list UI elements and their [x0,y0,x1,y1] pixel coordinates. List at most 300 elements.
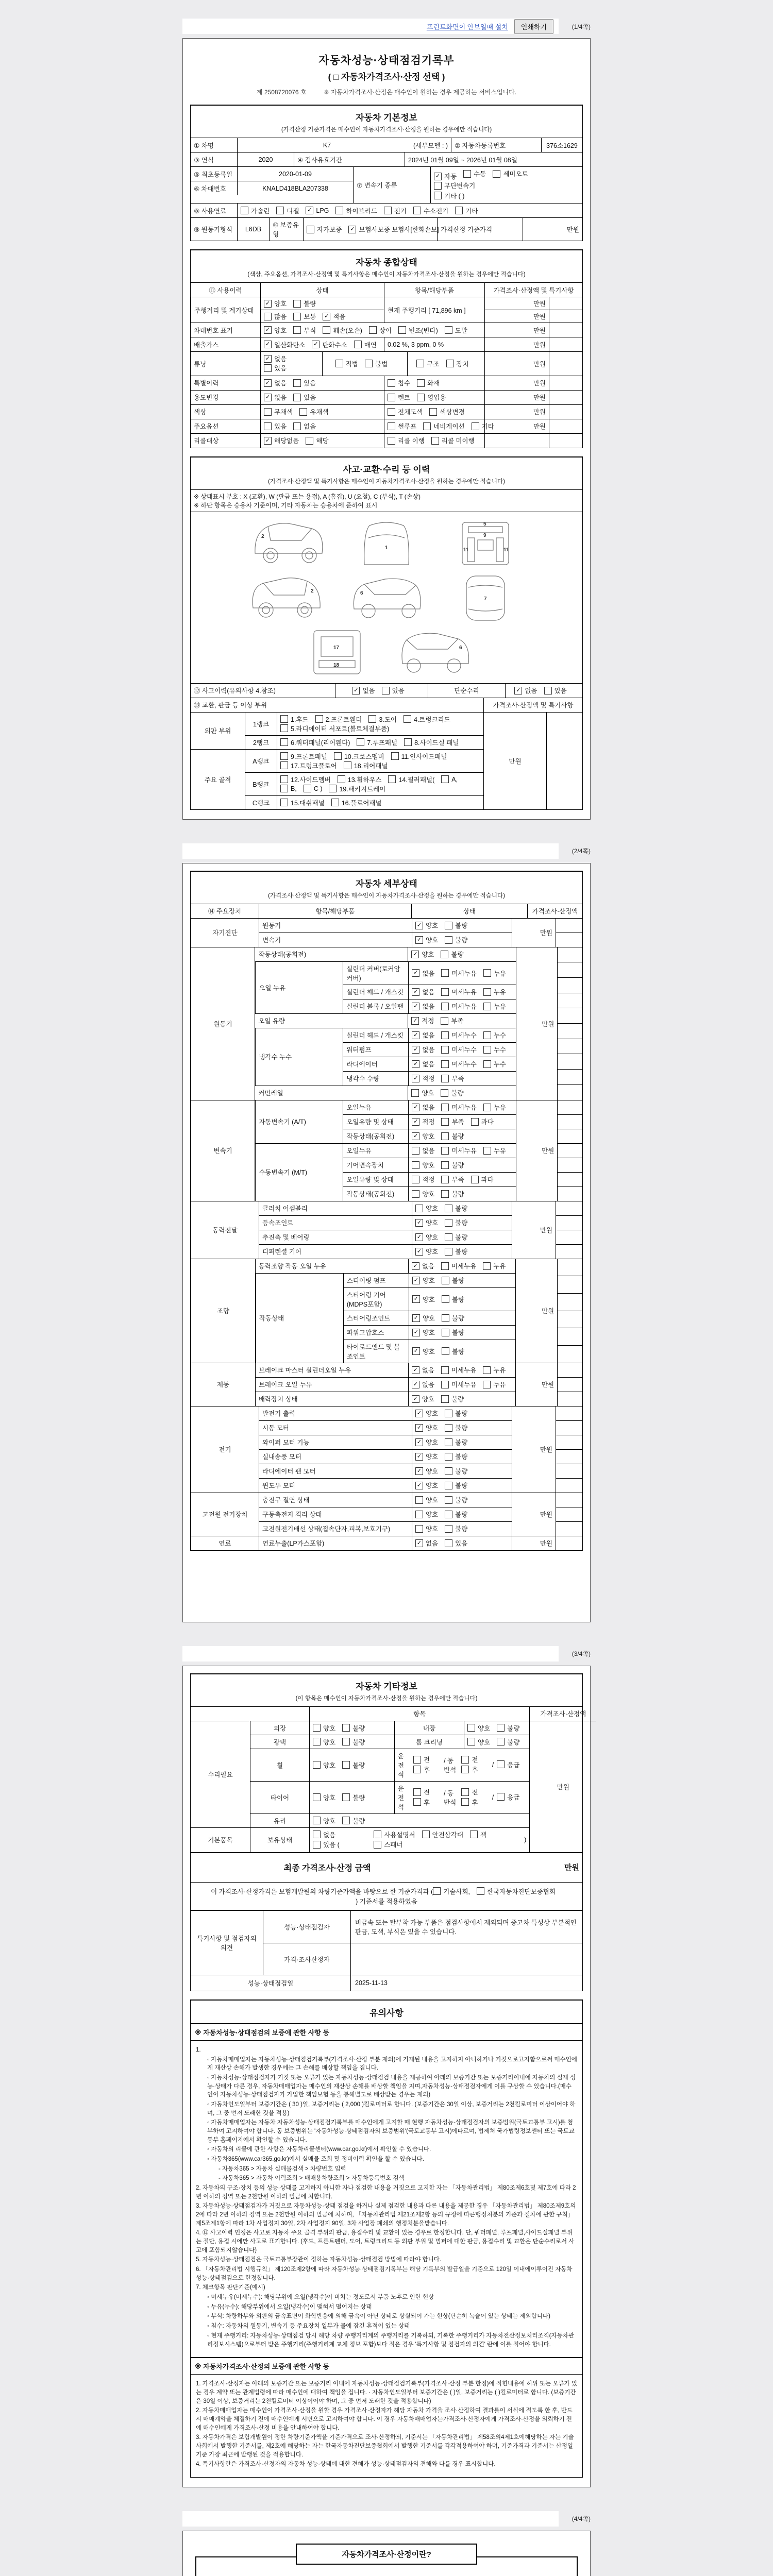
checkbox-option[interactable] [470,1830,486,1839]
checkbox-option[interactable] [415,1232,438,1242]
checkbox[interactable] [335,360,343,367]
checkbox-option[interactable] [514,686,537,695]
checkbox[interactable]: ✓ [412,1046,419,1054]
checkbox[interactable] [441,1118,449,1126]
checkbox-option[interactable] [264,421,287,431]
checkbox-option[interactable] [471,1175,494,1184]
checkbox-option[interactable] [446,359,469,368]
checkbox[interactable] [382,687,390,694]
checkbox[interactable] [441,775,449,783]
checkbox[interactable]: ✓ [412,1262,419,1270]
checkbox[interactable]: ✓ [412,1395,419,1403]
checkbox-option[interactable] [374,1840,402,1849]
checkbox[interactable]: ✓ [306,207,313,214]
checkbox[interactable] [445,1467,452,1475]
checkbox[interactable] [445,1205,452,1212]
checkbox-option[interactable] [293,299,316,308]
checkbox[interactable] [445,922,452,929]
checkbox-option[interactable] [293,326,316,335]
checkbox-option[interactable] [445,1452,467,1461]
checkbox[interactable] [307,226,314,233]
checkbox-option[interactable] [441,1103,476,1112]
checkbox[interactable] [461,1788,469,1796]
checkbox-option[interactable] [313,1793,335,1802]
checkbox[interactable] [483,1060,491,1068]
checkbox-option[interactable] [441,1088,463,1097]
checkbox[interactable] [313,1831,321,1838]
checkbox[interactable] [471,1176,479,1183]
checkbox-option[interactable] [412,1295,435,1304]
checkbox-option[interactable] [434,191,464,200]
checkbox[interactable] [415,1205,423,1212]
checkbox-option[interactable] [483,1380,506,1389]
checkbox-option[interactable] [264,393,287,402]
checkbox-option[interactable] [429,407,464,416]
checkbox-option[interactable] [412,1261,434,1270]
checkbox[interactable] [365,360,373,367]
checkbox[interactable] [422,1831,430,1838]
checkbox[interactable] [398,326,406,334]
checkbox-option[interactable] [264,378,287,387]
checkbox[interactable]: ✓ [412,1031,419,1039]
checkbox[interactable] [413,1788,421,1796]
checkbox[interactable] [241,207,248,214]
checkbox-option[interactable] [412,1189,434,1198]
checkbox[interactable] [388,422,395,430]
checkbox-option[interactable] [313,1760,335,1770]
checkbox[interactable] [445,326,452,334]
checkbox[interactable] [461,1756,469,1764]
checkbox-option[interactable] [342,1816,365,1825]
checkbox-option[interactable] [412,969,434,978]
checkbox-option[interactable] [497,1792,519,1802]
checkbox-option[interactable] [299,407,328,416]
checkbox[interactable]: ✓ [412,1295,420,1303]
checkbox-option[interactable] [342,1760,365,1770]
checkbox-option[interactable] [497,1760,519,1769]
checkbox-option[interactable] [388,775,434,784]
checkbox-option[interactable] [280,785,297,792]
checkbox[interactable] [293,394,301,401]
checkbox[interactable] [441,951,448,958]
checkbox[interactable] [344,761,351,769]
checkbox-option[interactable] [445,326,467,335]
checkbox-option[interactable] [264,299,287,308]
checkbox-option[interactable] [445,1204,467,1213]
checkbox[interactable] [483,988,491,996]
checkbox[interactable] [412,1147,419,1155]
checkbox[interactable] [434,192,442,199]
checkbox-option[interactable] [431,436,475,445]
checkbox[interactable]: ✓ [412,1381,419,1388]
checkbox-option[interactable] [368,715,397,724]
checkbox[interactable] [280,785,288,792]
checkbox[interactable] [264,364,272,372]
checkbox-option[interactable] [467,1723,490,1733]
checkbox[interactable] [412,1176,419,1183]
checkbox[interactable] [497,1724,505,1732]
print-button[interactable]: 인쇄하기 [514,19,553,34]
checkbox[interactable]: ✓ [412,1277,420,1284]
checkbox-option[interactable] [315,715,362,724]
checkbox[interactable]: ✓ [415,1467,423,1475]
checkbox-option[interactable] [415,1437,438,1447]
checkbox[interactable] [280,738,288,746]
checkbox-option[interactable] [441,1261,476,1270]
checkbox-option[interactable] [323,312,345,321]
checkbox-option[interactable] [304,785,323,792]
checkbox-option[interactable] [388,421,416,431]
checkbox-option[interactable] [445,935,467,944]
checkbox-option[interactable] [422,1830,463,1839]
checkbox[interactable] [446,360,454,367]
checkbox-option[interactable] [445,1247,467,1256]
checkbox[interactable] [441,1176,449,1183]
checkbox[interactable] [276,207,284,214]
checkbox-option[interactable] [471,1117,494,1126]
checkbox[interactable]: ✓ [264,326,272,334]
checkbox[interactable] [483,1104,491,1111]
checkbox-option[interactable] [483,1146,506,1155]
checkbox[interactable]: ✓ [415,1482,423,1489]
checkbox-option[interactable] [331,798,382,807]
checkbox-option[interactable] [412,1365,434,1375]
checkbox-option[interactable] [374,1830,415,1839]
checkbox-option[interactable] [280,738,350,747]
checkbox[interactable] [306,437,313,445]
checkbox-option[interactable] [411,1016,434,1025]
checkbox-option[interactable] [264,354,287,363]
checkbox[interactable] [415,1496,423,1504]
checkbox[interactable] [264,408,272,416]
checkbox[interactable] [342,1793,350,1801]
checkbox[interactable] [384,207,392,214]
checkbox-option[interactable] [264,340,305,349]
checkbox[interactable] [280,715,288,723]
checkbox-option[interactable] [415,1524,438,1533]
checkbox[interactable]: ✓ [412,1060,419,1068]
checkbox-option[interactable] [415,1409,438,1418]
checkbox[interactable]: ✓ [323,313,330,320]
checkbox[interactable] [313,1793,321,1801]
checkbox-option[interactable] [342,1737,365,1747]
checkbox[interactable]: ✓ [415,922,423,929]
checkbox[interactable] [335,207,343,214]
checkbox[interactable]: ✓ [412,1003,419,1010]
checkbox[interactable] [445,1482,452,1489]
checkbox-option[interactable] [365,359,388,368]
checkbox[interactable] [334,752,342,760]
checkbox[interactable]: ✓ [411,1017,419,1025]
checkbox-option[interactable] [415,1538,438,1548]
checkbox-option[interactable] [477,1887,556,1896]
checkbox-option[interactable] [461,1798,478,1807]
checkbox-option[interactable] [417,393,446,402]
checkbox-option[interactable] [413,1787,430,1797]
checkbox-option[interactable] [344,761,388,770]
checkbox-option[interactable] [276,206,299,215]
checkbox-option[interactable] [497,1723,519,1733]
checkbox[interactable] [477,1887,484,1895]
checkbox-option[interactable] [412,1394,434,1403]
checkbox-option[interactable] [388,393,410,402]
checkbox-option[interactable] [441,1131,464,1141]
checkbox[interactable] [442,1347,449,1355]
checkbox-option[interactable] [306,436,328,445]
checkbox[interactable] [461,1766,469,1773]
checkbox-option[interactable] [404,738,459,747]
checkbox[interactable] [497,1793,505,1801]
checkbox[interactable] [280,775,288,783]
checkbox-option[interactable] [415,1510,438,1519]
checkbox[interactable] [433,1887,441,1895]
checkbox[interactable] [483,1147,491,1155]
checkbox-option[interactable] [415,1466,438,1476]
checkbox[interactable] [441,988,449,996]
checkbox-option[interactable] [306,207,329,214]
checkbox[interactable]: ✓ [352,687,360,694]
checkbox[interactable]: ✓ [415,1438,423,1446]
checkbox[interactable] [415,1511,423,1518]
checkbox-option[interactable] [404,715,450,724]
checkbox-option[interactable] [412,1002,434,1011]
checkbox[interactable] [441,1161,449,1169]
checkbox[interactable] [280,799,288,806]
checkbox[interactable] [441,1381,449,1388]
checkbox[interactable] [388,408,395,416]
checkbox[interactable] [299,408,307,416]
checkbox-option[interactable] [307,225,342,234]
checkbox-option[interactable] [280,752,327,761]
checkbox[interactable]: ✓ [415,1424,423,1432]
checkbox[interactable] [483,1046,491,1054]
checkbox[interactable] [544,687,552,694]
checkbox-option[interactable] [461,1755,478,1764]
checkbox-option[interactable] [445,1232,467,1242]
checkbox-option[interactable] [467,1737,490,1747]
checkbox[interactable] [413,1766,421,1773]
checkbox[interactable] [354,341,362,348]
checkbox-option[interactable] [434,172,457,181]
checkbox[interactable] [342,1738,350,1745]
checkbox[interactable] [374,1831,381,1838]
checkbox[interactable] [374,1841,381,1849]
checkbox[interactable] [293,422,301,430]
checkbox[interactable]: ✓ [264,379,272,387]
checkbox-option[interactable] [280,798,325,807]
checkbox[interactable] [369,326,377,334]
checkbox[interactable] [313,1761,321,1769]
checkbox-option[interactable] [411,1088,434,1097]
checkbox-option[interactable] [442,1328,464,1337]
checkbox-option[interactable] [264,363,287,372]
checkbox[interactable]: ✓ [412,1347,420,1355]
checkbox[interactable] [413,1756,421,1764]
checkbox-option[interactable] [293,378,316,387]
checkbox-option[interactable] [423,421,464,431]
checkbox-option[interactable] [441,1045,476,1054]
checkbox[interactable] [483,1031,491,1039]
checkbox-option[interactable] [441,987,476,996]
checkbox-option[interactable] [388,378,410,387]
checkbox-option[interactable] [445,1524,467,1533]
checkbox-option[interactable] [442,1295,464,1304]
checkbox-option[interactable] [445,1538,467,1548]
checkbox[interactable] [313,1724,321,1732]
checkbox-option[interactable] [441,1380,476,1389]
checkbox-option[interactable] [483,1030,506,1040]
checkbox[interactable] [441,1031,449,1039]
checkbox[interactable] [441,1060,449,1068]
checkbox-option[interactable] [415,1481,438,1490]
checkbox-option[interactable] [415,935,438,944]
checkbox-option[interactable] [323,326,362,335]
checkbox[interactable]: ✓ [312,341,320,348]
checkbox[interactable] [293,300,301,308]
checkbox[interactable] [417,379,425,387]
checkbox-option[interactable] [415,1452,438,1461]
checkbox-option[interactable] [441,1146,476,1155]
checkbox[interactable] [483,1003,491,1010]
checkbox-option[interactable] [342,1793,365,1802]
checkbox-option[interactable] [354,340,377,349]
checkbox-option[interactable] [441,1160,464,1170]
checkbox[interactable] [323,326,330,334]
checkbox-option[interactable] [413,1798,430,1807]
checkbox[interactable] [411,1089,419,1097]
checkbox-option[interactable] [313,1840,340,1849]
checkbox-option[interactable] [441,1016,463,1025]
checkbox[interactable] [442,1295,449,1303]
checkbox-option[interactable] [441,950,463,959]
checkbox-option[interactable] [357,738,397,747]
checkbox[interactable] [315,715,323,723]
checkbox-option[interactable] [415,1247,438,1256]
checkbox-option[interactable] [411,950,434,959]
checkbox-option[interactable] [441,1030,476,1040]
checkbox[interactable] [404,715,411,723]
checkbox-option[interactable] [483,1045,506,1054]
checkbox[interactable] [493,170,500,178]
checkbox-option[interactable] [445,1437,467,1447]
checkbox-option[interactable] [369,326,392,335]
checkbox-option[interactable] [442,1313,464,1323]
checkbox[interactable] [342,1817,350,1824]
checkbox-option[interactable] [445,921,467,930]
checkbox[interactable] [388,775,396,783]
checkbox[interactable] [461,1798,469,1806]
checkbox[interactable] [357,738,364,746]
checkbox[interactable] [445,1248,452,1256]
checkbox-option[interactable] [412,1074,434,1083]
checkbox[interactable] [331,799,339,806]
checkbox-option[interactable] [412,1117,434,1126]
checkbox[interactable]: ✓ [348,226,356,233]
checkbox[interactable] [445,1410,452,1417]
checkbox-option[interactable] [412,1313,435,1323]
checkbox[interactable] [470,1831,478,1838]
checkbox[interactable] [415,1525,423,1533]
checkbox[interactable] [417,394,425,401]
checkbox[interactable] [313,1841,321,1849]
checkbox-option[interactable] [412,1146,434,1155]
checkbox-option[interactable] [415,1218,438,1227]
checkbox-option[interactable] [415,921,438,930]
checkbox-option[interactable] [348,225,439,234]
checkbox[interactable] [441,1132,449,1140]
checkbox[interactable] [445,1438,452,1446]
checkbox-option[interactable] [293,393,316,402]
checkbox[interactable] [413,207,421,214]
checkbox[interactable] [445,1511,452,1518]
checkbox-option[interactable] [433,1887,470,1896]
checkbox-option[interactable] [382,686,405,695]
checkbox[interactable]: ✓ [415,1539,423,1547]
checkbox-option[interactable] [412,1380,434,1389]
checkbox[interactable]: ✓ [415,1233,423,1241]
checkbox[interactable]: ✓ [264,437,272,445]
checkbox-option[interactable] [412,1160,434,1170]
checkbox[interactable] [441,1104,449,1111]
checkbox[interactable] [280,724,288,732]
checkbox[interactable]: ✓ [412,1075,419,1082]
checkbox[interactable]: ✓ [412,988,419,996]
checkbox-option[interactable] [445,1481,467,1490]
checkbox-option[interactable] [280,761,337,770]
checkbox-option[interactable] [445,1423,467,1432]
checkbox-option[interactable] [312,340,347,349]
checkbox-option[interactable] [415,1204,438,1213]
checkbox-option[interactable] [384,206,407,215]
checkbox-option[interactable] [483,969,506,978]
checkbox[interactable]: ✓ [415,1453,423,1461]
checkbox-option[interactable] [412,1347,435,1356]
checkbox[interactable] [329,785,337,792]
checkbox-option[interactable] [441,1365,476,1375]
checkbox[interactable] [388,437,395,445]
checkbox-option[interactable] [388,407,423,416]
checkbox[interactable] [293,326,301,334]
checkbox[interactable]: ✓ [415,1248,423,1256]
checkbox[interactable] [404,738,412,746]
checkbox-option[interactable] [441,1074,464,1083]
checkbox-option[interactable] [342,1723,365,1733]
checkbox[interactable] [455,207,463,214]
checkbox[interactable]: ✓ [412,969,419,977]
checkbox-option[interactable] [412,1045,434,1054]
checkbox-option[interactable] [412,1175,434,1184]
checkbox[interactable]: ✓ [264,355,272,363]
checkbox[interactable] [412,1190,419,1198]
checkbox-option[interactable] [455,206,478,215]
checkbox[interactable] [497,1738,505,1745]
checkbox[interactable] [483,1381,491,1388]
checkbox-option[interactable] [412,1276,435,1285]
checkbox[interactable] [441,1046,449,1054]
checkbox-option[interactable] [398,326,438,335]
checkbox[interactable] [313,1738,321,1745]
checkbox-option[interactable] [441,1117,464,1126]
checkbox-option[interactable] [483,987,506,996]
checkbox-option[interactable] [415,1423,438,1432]
checkbox-option[interactable] [388,436,425,445]
checkbox[interactable]: ✓ [264,341,272,348]
checkbox[interactable] [483,969,491,977]
checkbox[interactable] [342,1761,350,1769]
checkbox-option[interactable] [412,1103,434,1112]
checkbox[interactable] [388,394,395,401]
checkbox[interactable] [445,1233,452,1241]
